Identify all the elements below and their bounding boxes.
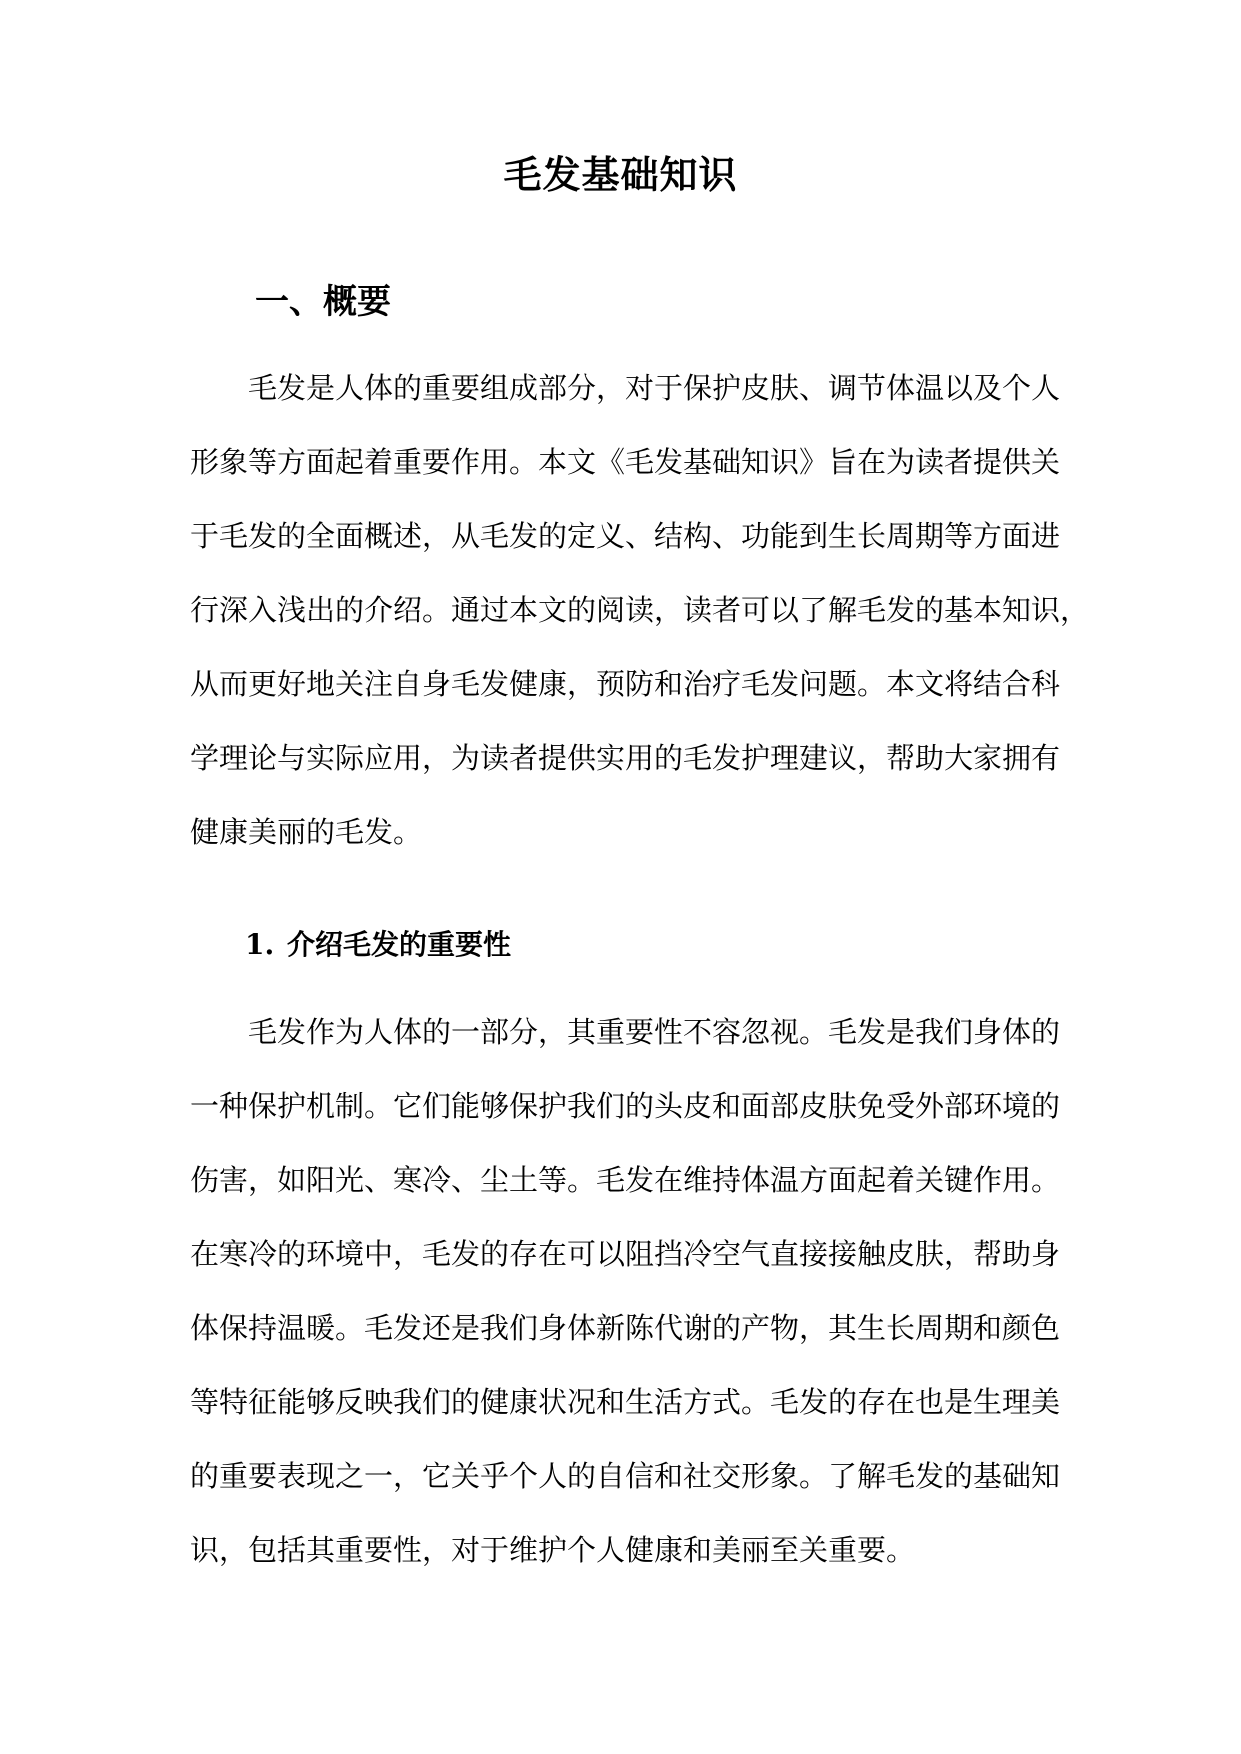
paragraph-line: 识，包括其重要性，对于维护个人健康和美丽至关重要。 xyxy=(190,1533,916,1567)
paragraph-line: 毛发作为人体的一部分，其重要性不容忽视。毛发是我们身体的 xyxy=(248,1015,1061,1049)
paragraph-line: 形象等方面起着重要作用。本文《毛发基础知识》旨在为读者提供关 xyxy=(190,445,1061,479)
importance-paragraph xyxy=(190,995,1060,1587)
document-title: 毛发基础知识 xyxy=(503,152,738,197)
subsection-number: 1. xyxy=(245,928,275,961)
paragraph-line: 等特征能够反映我们的健康状况和生活方式。毛发的存在也是生理美 xyxy=(190,1385,1061,1419)
paragraph-line: 伤害，如阳光、寒冷、尘土等。毛发在维持体温方面起着关键作用。 xyxy=(190,1163,1061,1197)
paragraph-line: 一种保护机制。它们能够保护我们的头皮和面部皮肤免受外部环境的 xyxy=(190,1089,1061,1123)
paragraph-line: 从而更好地关注自身毛发健康，预防和治疗毛发问题。本文将结合科 xyxy=(190,667,1061,701)
paragraph-line: 的重要表现之一，它关乎个人的自信和社交形象。了解毛发的基础知 xyxy=(190,1459,1061,1493)
paragraph-line: 体保持温暖。毛发还是我们身体新陈代谢的产物，其生长周期和颜色 xyxy=(190,1311,1061,1345)
section-heading-overview: 一、概要 xyxy=(255,282,391,322)
paragraph-line: 于毛发的全面概述，从毛发的定义、结构、功能到生长周期等方面进 xyxy=(190,519,1061,553)
overview-paragraph xyxy=(190,351,1090,869)
subsection-heading-importance xyxy=(245,925,511,965)
paragraph-line: 毛发是人体的重要组成部分，对于保护皮肤、调节体温以及个人 xyxy=(248,371,1061,405)
paragraph-line: 在寒冷的环境中，毛发的存在可以阻挡冷空气直接接触皮肤，帮助身 xyxy=(190,1237,1061,1271)
paragraph-line: 健康美丽的毛发。 xyxy=(190,815,423,849)
subsection-heading-text: 介绍毛发的重要性 xyxy=(287,928,512,961)
paragraph-line: 学理论与实际应用，为读者提供实用的毛发护理建议，帮助大家拥有 xyxy=(190,741,1061,775)
paragraph-line: 行深入浅出的介绍。通过本文的阅读，读者可以了解毛发的基本知识， xyxy=(190,593,1090,627)
